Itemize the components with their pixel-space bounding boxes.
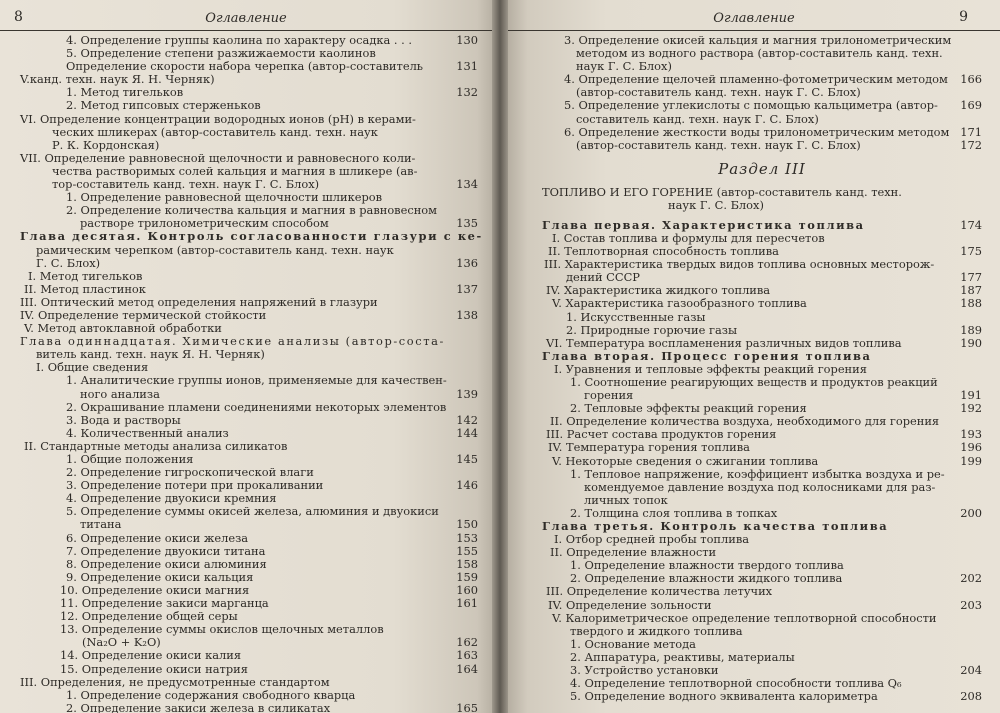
- toc-entry: [542, 481, 982, 494]
- toc-entry-text: 1. Общие положения: [66, 452, 194, 466]
- toc-entry-page: 189: [960, 322, 982, 337]
- toc-entry-text: 1. Определение содержания свободного кварца: [66, 687, 356, 702]
- toc-entry-text: VII. Определение равновесной щелочности и равновесного коли-: [20, 150, 416, 165]
- toc-entry-text: 7. Определение двуокиси титана: [66, 543, 266, 558]
- toc-entry-text: V. Характеристика газообразного топлива: [552, 296, 807, 311]
- toc-entry-text: 2. Природные горючие газы: [566, 322, 738, 337]
- toc-entry-text: 3. Вода и растворы: [66, 412, 181, 427]
- toc-entry-text: II. Теплотворная способность топлива: [548, 244, 779, 259]
- toc-entry-text: 4. Определение щелочей пламенно-фотометрическим методом: [564, 72, 948, 87]
- toc-entry-text: Определение скорости набора черепка (автор-составитель: [66, 59, 424, 74]
- toc-entry: [20, 532, 478, 545]
- toc-entry-text: IV. Определение зольности: [548, 597, 712, 612]
- right-toc: [542, 34, 982, 703]
- toc-entry-text: тор-составитель канд. техн. наук Г. С. Блох): [52, 177, 320, 192]
- toc-entry-text: 1. Соотношение реагирующих веществ и продуктов реакций: [570, 374, 938, 389]
- toc-entry-text: Глава десятая. Контроль согласованности глазури с ке-: [20, 229, 483, 244]
- toc-entry-text: Глава первая. Характеристика топлива: [542, 217, 865, 232]
- toc-entry-text: VI. Температура воспламенения различных видов топлива: [546, 335, 902, 350]
- toc-entry-page: 193: [960, 427, 982, 442]
- toc-entry-page: 190: [960, 335, 982, 350]
- toc-entry-text: растворе трилонометрическим способом: [80, 216, 329, 231]
- toc-entry-text: I. Уравнения и тепловые эффекты реакций горения: [554, 361, 867, 376]
- toc-entry-text: комендуемое давление воздуха под колосниками для раз-: [584, 479, 936, 494]
- toc-entry-text: 12. Определение общей серы: [60, 609, 238, 624]
- toc-entry-page: 166: [960, 72, 982, 87]
- book-gutter: [492, 0, 508, 713]
- toc-entry: [20, 99, 478, 112]
- toc-entry-text: II. Метод пластинок: [24, 281, 146, 296]
- toc-entry-text: V.канд. техн. наук Я. Н. Черняк): [20, 72, 215, 87]
- part-title-line-2: [542, 199, 982, 213]
- toc-entry-text: горения: [584, 388, 634, 403]
- toc-entry-text: 13. Определение суммы окислов щелочных металлов: [60, 622, 384, 637]
- toc-entry-text: 3. Определение потери при прокаливании: [66, 478, 324, 493]
- toc-entry-page: 131: [456, 59, 478, 74]
- toc-entry: [542, 219, 982, 232]
- toc-entry-text: 1. Определение влажности твердого топлива: [570, 558, 844, 573]
- toc-entry-page: 188: [960, 296, 982, 311]
- toc-entry-text: 4. Определение двуокиси кремния: [66, 491, 277, 506]
- toc-entry-text: дений СССР: [566, 270, 640, 285]
- toc-entry: [20, 676, 478, 689]
- toc-entry-text: 5. Определение степени разжижаемости каолинов: [66, 46, 376, 61]
- toc-entry-text: (автор-составитель канд. техн. наук Г. С. Блох): [576, 85, 861, 100]
- toc-entry-text: 4. Количественный анализ: [66, 425, 229, 440]
- toc-entry-text: витель канд. техн. наук Я. Н. Черняк): [36, 347, 265, 362]
- toc-entry-page: 130: [456, 33, 478, 47]
- toc-entry: [542, 311, 982, 324]
- toc-entry-page: 175: [960, 244, 982, 259]
- toc-entry-text: III. Характеристика твердых видов топлива основных месторож-: [544, 257, 935, 272]
- toc-entry-text: 4. Определение группы каолина по характеру осадка . . .: [66, 33, 412, 47]
- toc-entry-text: 2. Аппаратура, реактивы, материалы: [570, 649, 795, 664]
- toc-entry-text: Р. К. Кордонская): [52, 137, 160, 152]
- toc-entry: [20, 270, 478, 283]
- toc-entry: [20, 545, 478, 558]
- toc-entry-page: 137: [456, 281, 478, 296]
- toc-entry: [20, 649, 478, 662]
- toc-entry: [542, 297, 982, 310]
- toc-entry-text: 5. Определение водного эквивалента калориметра: [570, 689, 878, 704]
- toc-entry: [20, 414, 478, 427]
- toc-entry-text: V. Метод автоклавной обработки: [24, 321, 222, 336]
- toc-entry: [20, 113, 478, 126]
- toc-entry-text: 2. Окрашивание пламени соединениями некоторых элементов: [66, 399, 447, 414]
- toc-entry: [20, 427, 478, 440]
- toc-entry-text: 2. Определение закиси железа в силикатах: [66, 700, 331, 713]
- toc-entry: [20, 388, 478, 401]
- toc-entry-page: 203: [960, 597, 982, 612]
- toc-entry-text: IV. Определение термической стойкости: [20, 307, 267, 322]
- toc-entry-text: 2. Определение влажности жидкого топлива: [570, 571, 843, 586]
- left-page-header: [0, 8, 492, 31]
- right-page-header: [508, 8, 1000, 31]
- toc-entry-text: 15. Определение окиси натрия: [60, 661, 248, 676]
- toc-entry-text: составитель канд. техн. наук Г. С. Блох): [576, 111, 819, 126]
- toc-entry-text: методом из водного раствора (автор-составитель канд. техн.: [576, 46, 943, 61]
- toc-entry-page: 134: [456, 177, 478, 192]
- toc-entry-text: рамическим черепком (автор-составитель канд. техн. наук: [36, 242, 394, 257]
- right-page-number: 9: [959, 9, 968, 25]
- toc-entry: [20, 126, 478, 139]
- toc-entry-page: 132: [456, 85, 478, 100]
- toc-entry: [20, 229, 483, 244]
- toc-entry: [542, 139, 982, 152]
- toc-entry-text: III. Определение количества летучих: [546, 584, 773, 599]
- toc-entry-text: 6. Определение окиси железа: [66, 530, 249, 545]
- toc-entry: [20, 296, 478, 309]
- toc-entry: [20, 518, 478, 531]
- toc-entry-page: 172: [960, 137, 982, 152]
- toc-entry-text: (Na₂O + K₂O): [82, 635, 161, 650]
- toc-entry-text: твердого и жидкого топлива: [570, 623, 743, 638]
- toc-entry-text: III. Расчет состава продуктов горения: [546, 427, 777, 442]
- toc-entry-text: 8. Определение окиси алюминия: [66, 556, 267, 571]
- toc-entry: [542, 99, 982, 112]
- part-title-text: ТОПЛИВО И ЕГО ГОРЕНИЕ (автор-составитель канд. техн.: [542, 184, 902, 199]
- toc-entry: [542, 455, 982, 468]
- toc-entry-text: чества растворимых солей кальция и магния в шликере (ав-: [52, 163, 418, 178]
- toc-entry: [20, 702, 478, 713]
- toc-entry-text: 1. Метод тигельков: [66, 85, 184, 100]
- left-page-running-title: Оглавление: [205, 11, 287, 26]
- toc-entry-page: 163: [456, 648, 478, 663]
- left-page-number: 8: [14, 9, 23, 25]
- toc-entry-text: V. Некоторые сведения о сжигании топлива: [552, 453, 819, 468]
- toc-entry-page: 174: [960, 217, 982, 232]
- toc-entry-page: 162: [456, 635, 478, 650]
- toc-entry: [542, 126, 982, 139]
- toc-entry-text: II. Стандартные методы анализа силикатов: [24, 438, 288, 453]
- toc-entry-text: II. Определение влажности: [550, 545, 717, 560]
- toc-entry-text: III. Определения, не предусмотренные стандартом: [20, 674, 330, 689]
- toc-entry-text: 14. Определение окиси калия: [60, 648, 242, 663]
- toc-entry-page: 158: [456, 556, 478, 571]
- toc-entry-text: 3. Устройство установки: [570, 663, 719, 678]
- toc-entry-text: 2. Толщина слоя топлива в топках: [570, 505, 778, 520]
- toc-entry-text: Глава третья. Контроль качества топлива: [542, 519, 889, 533]
- toc-entry-page: 138: [456, 307, 478, 322]
- toc-entry: [20, 401, 478, 414]
- toc-entry-page: 187: [960, 283, 982, 298]
- right-page-running-title: Оглавление: [713, 11, 795, 26]
- toc-entry: [20, 244, 478, 257]
- toc-entry-page: 204: [960, 663, 982, 678]
- section-title: Раздел III: [718, 159, 806, 178]
- toc-entry-text: I. Отбор средней пробы топлива: [554, 532, 750, 547]
- toc-entry-page: 202: [960, 571, 982, 586]
- toc-entry-text: 5. Определение углекислоты с помощью кальциметра (автор-: [564, 98, 938, 113]
- toc-entry-page: 145: [456, 452, 478, 466]
- toc-entry: [20, 257, 478, 270]
- toc-entry: [542, 638, 982, 651]
- toc-entry-text: ного анализа: [80, 386, 160, 401]
- toc-entry-text: II. Определение количества воздуха, необходимого для горения: [550, 414, 940, 429]
- right-page: [508, 0, 1000, 713]
- toc-entry-text: I. Общие сведения: [36, 360, 149, 375]
- toc-entry-text: IV. Температура горения топлива: [548, 440, 750, 455]
- toc-entry: [20, 663, 478, 676]
- toc-entry-page: 139: [456, 386, 478, 401]
- toc-entry: [542, 625, 982, 638]
- toc-entry-text: I. Состав топлива и формулы для пересчетов: [552, 230, 825, 245]
- toc-entry-text: 5. Определение суммы окисей железа, алюминия и двуокиси: [66, 504, 439, 519]
- toc-entry-page: 191: [960, 388, 982, 403]
- toc-entry-page: 165: [456, 700, 478, 713]
- toc-entry-page: 150: [456, 517, 478, 532]
- toc-entry-text: 2. Определение количества кальция и магния в равновесном: [66, 203, 438, 218]
- toc-entry-text: VI. Определение концентрации водородных ионов (pH) в керами-: [20, 111, 416, 126]
- toc-entry-page: 161: [456, 596, 478, 611]
- toc-entry-text: (автор-составитель канд. техн. наук Г. С. Блох): [576, 137, 861, 152]
- toc-entry-text: I. Метод тигельков: [28, 268, 143, 283]
- toc-entry: [20, 558, 478, 571]
- toc-entry: [542, 350, 982, 363]
- toc-entry-text: III. Оптический метод определения напряжений в глазури: [20, 294, 378, 309]
- toc-entry-text: Глава одиннадцатая. Химические анализы (автор-соста-: [20, 334, 445, 349]
- toc-entry: [542, 363, 982, 376]
- toc-entry-text: 9. Определение окиси кальция: [66, 569, 254, 584]
- toc-entry-text: титана: [80, 517, 122, 532]
- toc-entry-text: Г. С. Блох): [36, 255, 101, 270]
- toc-entry-text: V. Калориметрическое определение теплотворной способности: [552, 610, 937, 625]
- toc-entry: [542, 113, 982, 126]
- toc-entry-text: 1. Аналитические группы ионов, применяемые для качествен-: [66, 373, 447, 388]
- toc-entry-text: 3. Определение окисей кальция и магния трилонометрическим: [564, 33, 952, 47]
- toc-entry-text: 2. Метод гипсовых стерженьков: [66, 98, 261, 113]
- toc-entry: [20, 139, 478, 152]
- part-title-text: наук Г. С. Блох): [668, 198, 764, 213]
- toc-entry: [20, 374, 478, 387]
- toc-entry-text: 4. Определение теплотворной способности топлива Q₆: [570, 676, 902, 691]
- toc-entry-text: 10. Определение окиси магния: [60, 582, 250, 597]
- toc-entry: [542, 612, 982, 625]
- toc-entry-text: 2. Определение гигроскопической влаги: [66, 465, 314, 480]
- toc-entry-text: 1. Тепловое напряжение, коэффициент избытка воздуха и ре-: [570, 466, 945, 481]
- toc-entry-text: IV. Характеристика жидкого топлива: [546, 283, 771, 298]
- toc-entry: [542, 599, 982, 612]
- toc-entry: [542, 585, 982, 598]
- toc-entry-page: 200: [960, 505, 982, 520]
- toc-entry-page: 136: [456, 255, 478, 270]
- toc-entry: [542, 468, 982, 481]
- toc-entry-page: 144: [456, 425, 478, 440]
- toc-entry: [20, 283, 478, 296]
- toc-entry: [542, 337, 982, 350]
- toc-entry: [20, 571, 478, 584]
- left-toc: [20, 33, 483, 713]
- toc-entry-page: 142: [456, 412, 478, 427]
- toc-entry-text: 1. Основание метода: [570, 636, 696, 651]
- toc-entry: [542, 690, 982, 703]
- toc-entry-page: 146: [456, 478, 478, 493]
- toc-entry-text: 11. Определение закиси марганца: [60, 596, 269, 611]
- toc-entry-text: ческих шликерах (автор-составитель канд. техн. наук: [52, 124, 378, 139]
- toc-entry-page: 153: [456, 530, 478, 545]
- toc-entry-page: 177: [960, 270, 982, 285]
- toc-entry-page: 159: [456, 569, 478, 584]
- toc-entry: [542, 441, 982, 454]
- toc-entry: [20, 152, 478, 165]
- toc-entry: [542, 324, 982, 337]
- toc-entry-page: 196: [960, 440, 982, 455]
- toc-entry-page: 135: [456, 216, 478, 231]
- toc-entry-page: 169: [960, 98, 982, 113]
- toc-entry-page: 171: [960, 124, 982, 139]
- toc-entry-text: личных топок: [584, 492, 668, 507]
- toc-entry-page: 199: [960, 453, 982, 468]
- toc-entry-page: 164: [456, 661, 478, 676]
- left-page: [0, 0, 492, 713]
- toc-entry-text: 2. Тепловые эффекты реакций горения: [570, 401, 807, 416]
- part-title-line-1: [542, 186, 982, 200]
- toc-entry-text: 1. Искусственные газы: [566, 309, 706, 324]
- toc-entry-text: 6. Определение жесткости воды трилонометрическим методом: [564, 124, 950, 139]
- toc-entry-page: 160: [456, 582, 478, 597]
- toc-entry-text: наук Г. С. Блох): [576, 59, 672, 74]
- toc-entry-text: 1. Определение равновесной щелочности шликеров: [66, 190, 383, 205]
- toc-entry: [20, 689, 478, 702]
- toc-entry: [542, 494, 982, 507]
- toc-entry-text: Глава вторая. Процесс горения топлива: [542, 348, 872, 363]
- toc-entry-page: 208: [960, 689, 982, 704]
- toc-entry-page: 192: [960, 401, 982, 416]
- toc-entry-page: 155: [456, 543, 478, 558]
